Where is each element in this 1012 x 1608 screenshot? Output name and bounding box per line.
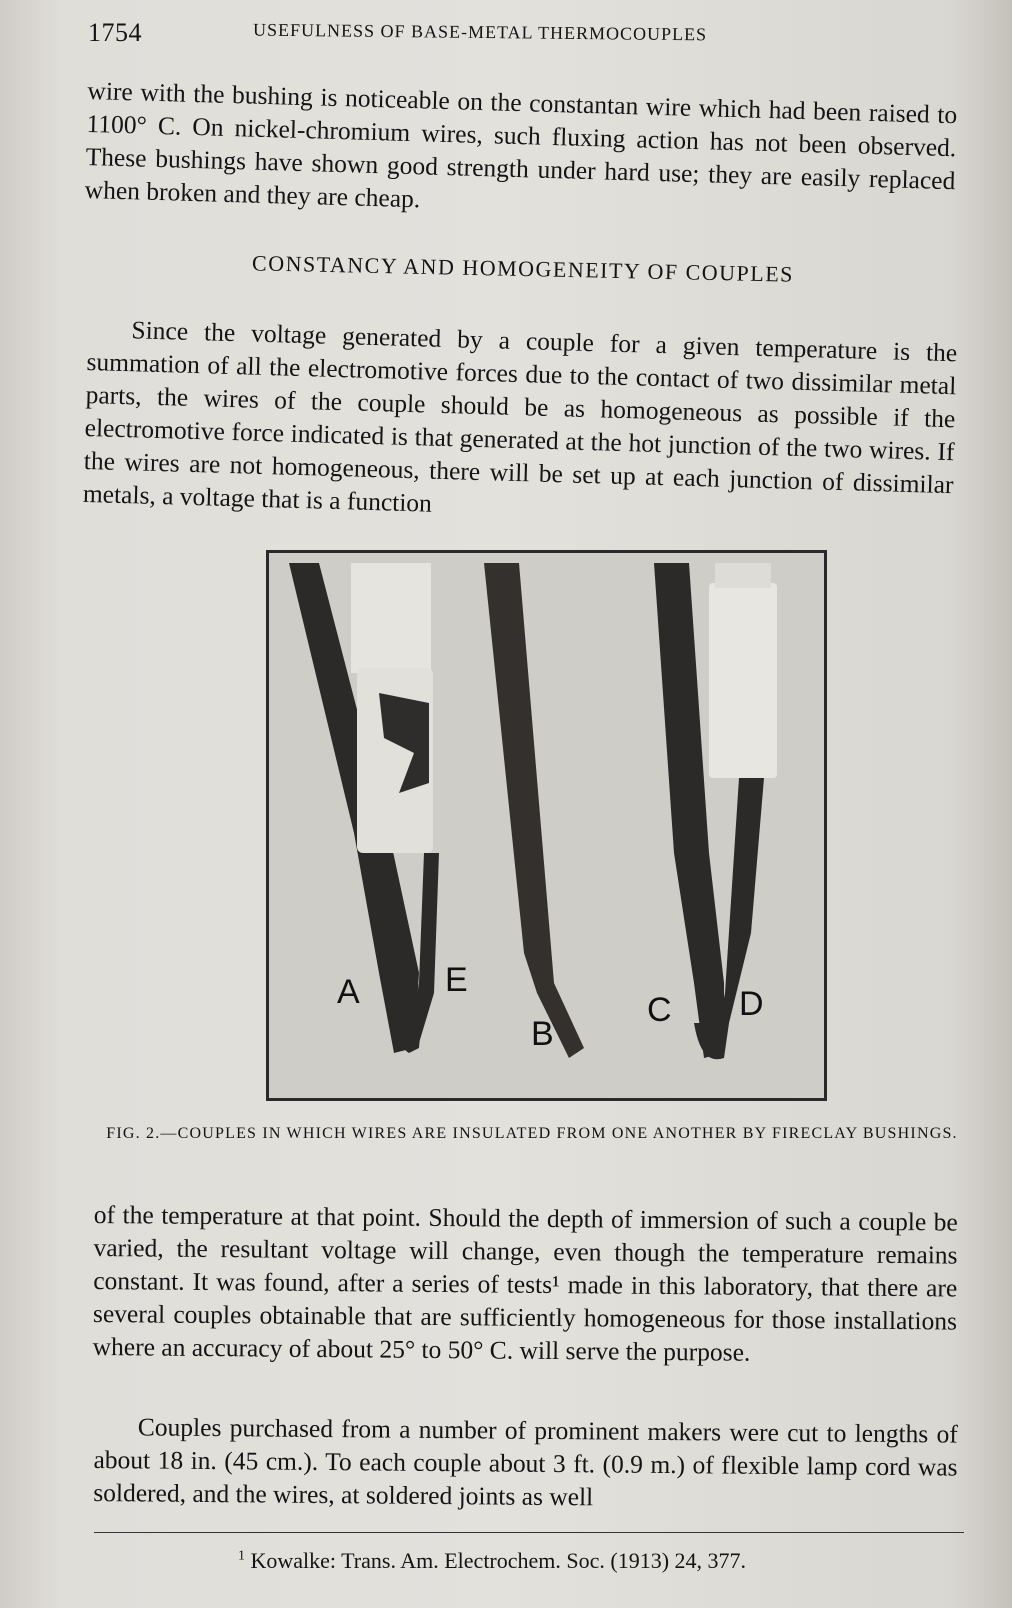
paragraph-4-text: Couples purchased from a number of prominent makers were cut to lengths of about 18 in. (45 cm.). To each couple about 3 ft. (0.9 m.) of flexible lamp cord was soldered, and the wires, at soldered joints as well — [93, 1412, 958, 1512]
figure-label-a: A — [337, 973, 360, 1011]
footnote — [238, 1548, 746, 1574]
running-head: USEFULNESS OF BASE-METAL THERMOCOUPLES — [252, 19, 708, 45]
figure-label-d: D — [739, 985, 764, 1023]
paragraph-3 — [93, 1198, 958, 1371]
figure-label-b: B — [531, 1015, 554, 1053]
figure-number: FIG. 2.— — [106, 1125, 178, 1142]
paragraph-1 — [84, 74, 957, 230]
figure-label-e: E — [445, 961, 468, 999]
section-heading: CONSTANCY AND HOMOGENEITY OF COUPLES — [251, 250, 795, 287]
paragraph-2 — [82, 312, 957, 534]
footnote-divider — [94, 1532, 964, 1533]
footnote-marker: 1 — [238, 1548, 245, 1564]
paragraph-2-text: Since the voltage generated by a couple for a given temperature is the summation of all the electromotive forces due to the contact of two dissimilar metal parts, the wires of the couple should be as homogeneous as possible if the electromotive force indicated is that generated at the hot junction of the two wires. If the wires are not homogeneous, there will be set up at each junction of dissimilar metals, a voltage that is a function — [82, 315, 958, 518]
paragraph-3-text: of the temperature at that point. Should the depth of immersion of such a couple be varied, the resultant voltage will change, even though the temperature remains constant. It was found, after a series of tests¹ made in this laboratory, that there are several couples obtainable that are sufficiently homogeneous for those installations where an accuracy of about 25° to 50° C. will serve the purpose. — [92, 1199, 958, 1367]
figure-label-c: C — [647, 991, 672, 1029]
figure-caption-text: COUPLES IN WHICH WIRES ARE INSULATED FROM ONE ANOTHER BY FIRECLAY BUSHINGS. — [177, 1125, 958, 1142]
page-header — [88, 18, 972, 54]
page-number: 1754 — [88, 18, 142, 47]
figure-photograph — [266, 550, 827, 1101]
figure-caption — [92, 1122, 972, 1146]
paragraph-1-text: wire with the bushing is noticeable on the constantan wire which had been raised to 1100° C. On nickel-chromium wires, such fluxing action has not been observed. These bushings have shown good strength under hard use; they are easily replaced when broken and they are cheap. — [84, 75, 958, 214]
footnote-text: Kowalke: Trans. Am. Electrochem. Soc. (1913) 24, 377. — [250, 1548, 747, 1573]
paragraph-4 — [93, 1410, 958, 1517]
